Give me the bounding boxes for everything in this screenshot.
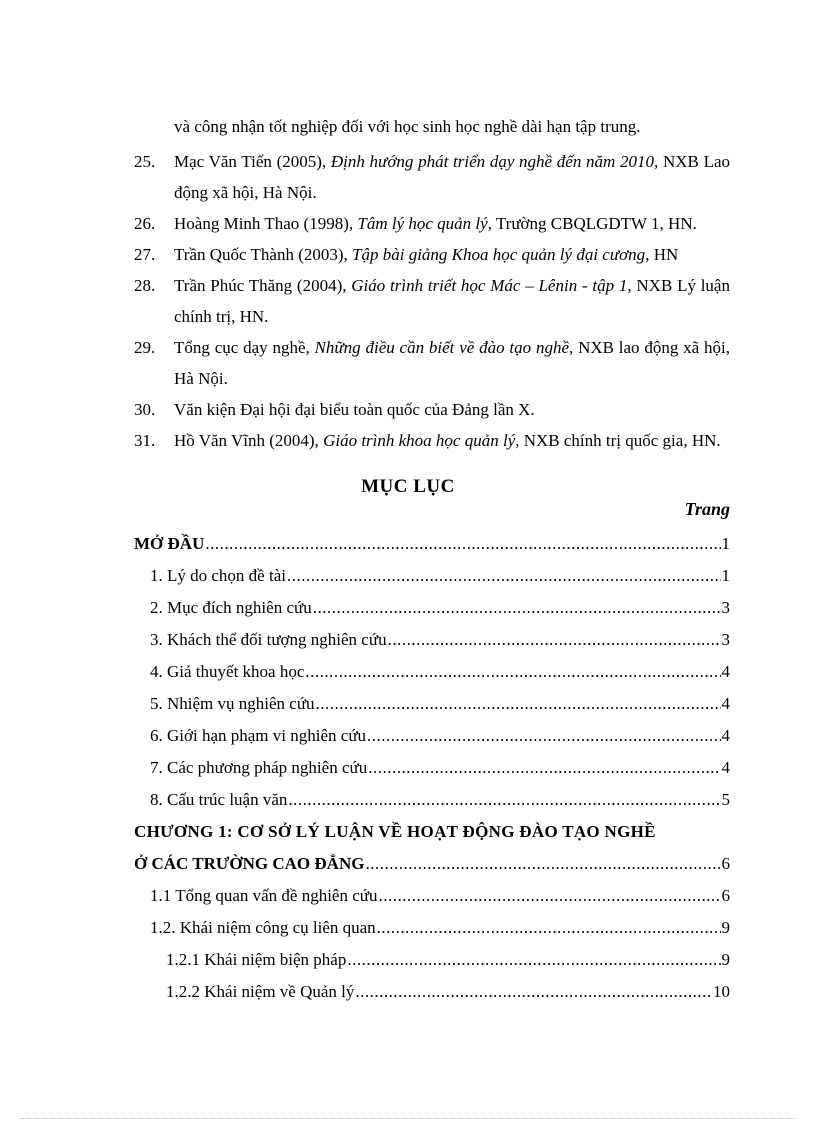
- toc-page-number: 9: [721, 950, 730, 969]
- toc-entry[interactable]: [134, 944, 730, 976]
- reference-item-26: [134, 208, 730, 239]
- reference-number: 26.: [134, 214, 156, 233]
- reference-title: Định hướng phát triển dạy nghề đến năm 2010: [330, 152, 655, 171]
- toc-leader: [379, 880, 721, 912]
- reference-number: 31.: [134, 431, 156, 450]
- reference-authors: Văn kiện Đại hội đại biểu toàn quốc của Đảng lần X.: [174, 400, 535, 419]
- reference-title: Tập bài giảng Khoa học quản lý đại cương: [352, 245, 646, 264]
- toc-entry[interactable]: [134, 976, 730, 1008]
- toc-page-number: 4: [721, 758, 730, 777]
- toc-entry-mo-dau[interactable]: [134, 528, 730, 560]
- toc-entry[interactable]: [134, 560, 730, 592]
- page-bottom-border: [20, 1118, 796, 1119]
- reference-publisher: , NXB chính trị quốc gia, HN.: [515, 431, 721, 450]
- reference-authors: Trần Quốc Thành (2003),: [174, 245, 353, 264]
- toc-leader: [367, 720, 720, 752]
- reference-publisher: , HN: [645, 245, 679, 264]
- toc-page-number: 4: [721, 662, 730, 681]
- reference-authors: Hồ Văn Vĩnh (2004),: [174, 431, 324, 450]
- toc-leader: [305, 656, 720, 688]
- toc-leader: [388, 624, 721, 656]
- toc-entry[interactable]: [134, 880, 730, 912]
- toc-chapter-heading-line2[interactable]: [134, 848, 730, 880]
- reference-item-28: [134, 270, 730, 332]
- toc-entry-label: 5. Nhiệm vụ nghiên cứu: [150, 694, 315, 713]
- reference-title: Giáo trình khoa học quản lý: [323, 431, 516, 450]
- toc-entry-label: 4. Giả thuyết khoa học: [150, 662, 305, 681]
- reference-item-25: [134, 146, 730, 208]
- reference-authors: Hoàng Minh Thao (1998),: [174, 214, 358, 233]
- reference-title: Những điều cần biết về đào tạo nghề: [314, 338, 570, 357]
- toc-entry[interactable]: [134, 624, 730, 656]
- toc-page-header: Trang: [684, 499, 730, 519]
- toc-leader: [347, 944, 720, 976]
- toc-page-number: 4: [721, 726, 730, 745]
- reference-item-31: [134, 425, 730, 456]
- toc-entry[interactable]: [134, 784, 730, 816]
- toc-page-number: 6: [721, 854, 730, 873]
- reference-publisher: , NXB lao động xã hội, Hà Nội.: [174, 338, 730, 388]
- toc-chapter-heading-line1[interactable]: CHƯƠNG 1: CƠ SỞ LÝ LUẬN VỀ HOẠT ĐỘNG ĐÀO TẠO NGHỀ: [134, 822, 656, 841]
- toc-entry[interactable]: [134, 912, 730, 944]
- toc-page-number: 10: [713, 982, 730, 1001]
- toc-leader: [365, 848, 720, 880]
- reference-number: 25.: [134, 152, 156, 171]
- toc-page-number: 3: [721, 598, 730, 617]
- toc-entry-label: 1.2.2 Khái niệm về Quản lý: [166, 982, 355, 1001]
- toc-entry-label: 2. Mục đích nghiên cứu: [150, 598, 312, 617]
- toc-entry-label: 1.1 Tổng quan vấn đề nghiên cứu: [150, 886, 378, 905]
- toc-entry-label: 6. Giới hạn phạm vi nghiên cứu: [150, 726, 367, 745]
- toc-entry-label: 8. Cấu trúc luận văn: [150, 790, 288, 809]
- toc-leader: [355, 976, 712, 1008]
- toc-entry-label: 1.2. Khái niệm công cụ liên quan: [150, 918, 376, 937]
- reference-item-30: [134, 394, 730, 425]
- toc-entry[interactable]: [134, 592, 730, 624]
- reference-item-27: [134, 239, 730, 270]
- toc-entry[interactable]: [134, 656, 730, 688]
- toc-page-number: 1: [721, 566, 730, 585]
- toc-page-number: 3: [721, 630, 730, 649]
- toc-leader: [313, 592, 721, 624]
- reference-number: 30.: [134, 400, 156, 419]
- reference-list: [134, 146, 730, 456]
- toc-entry[interactable]: [134, 688, 730, 720]
- reference-number: 27.: [134, 245, 156, 264]
- reference-publisher: , NXB Lý luận chính trị, HN.: [174, 276, 730, 326]
- toc-entry-label: 1.2.1 Khái niệm biện pháp: [166, 950, 347, 969]
- reference-item-29: [134, 332, 730, 394]
- toc-entry-label: 1. Lý do chọn đề tài: [150, 566, 286, 585]
- toc-entry-label: 3. Khách thể đối tượng nghiên cứu: [150, 630, 387, 649]
- toc-page-number: 6: [721, 886, 730, 905]
- reference-continuation: và công nhận tốt nghiệp đối với học sinh học nghề dài hạn tập trung.: [174, 117, 641, 136]
- toc-page-number: 9: [721, 918, 730, 937]
- toc-entry[interactable]: [134, 720, 730, 752]
- reference-title: Tâm lý học quản lý: [357, 214, 488, 233]
- toc-title: MỤC LỤC: [361, 476, 455, 497]
- toc-entry-label: Ở CÁC TRƯỜNG CAO ĐẲNG: [134, 854, 365, 873]
- toc-leader: [287, 560, 721, 592]
- toc-entry-label: 7. Các phương pháp nghiên cứu: [150, 758, 368, 777]
- reference-title: Giáo trình triết học Mác – Lênin - tập 1: [351, 276, 628, 295]
- toc-page-number: 5: [721, 790, 730, 809]
- toc-leader: [316, 688, 721, 720]
- table-of-contents: [134, 528, 730, 1008]
- toc-leader: [377, 912, 721, 944]
- reference-authors: Mạc Văn Tiến (2005),: [174, 152, 331, 171]
- reference-publisher: , Trường CBQLGDTW 1, HN.: [487, 214, 697, 233]
- reference-number: 29.: [134, 338, 156, 357]
- reference-number: 28.: [134, 276, 156, 295]
- toc-leader: [205, 528, 720, 560]
- toc-entry[interactable]: [134, 752, 730, 784]
- toc-entry-label: MỞ ĐẦU: [134, 534, 205, 553]
- reference-authors: Tổng cục dạy nghề,: [174, 338, 315, 357]
- reference-authors: Trần Phúc Thăng (2004),: [174, 276, 352, 295]
- toc-page-number: 1: [721, 534, 730, 553]
- reference-publisher: , NXB Lao động xã hội, Hà Nội.: [174, 152, 731, 202]
- toc-leader: [288, 784, 720, 816]
- toc-leader: [368, 752, 720, 784]
- toc-page-number: 4: [721, 694, 730, 713]
